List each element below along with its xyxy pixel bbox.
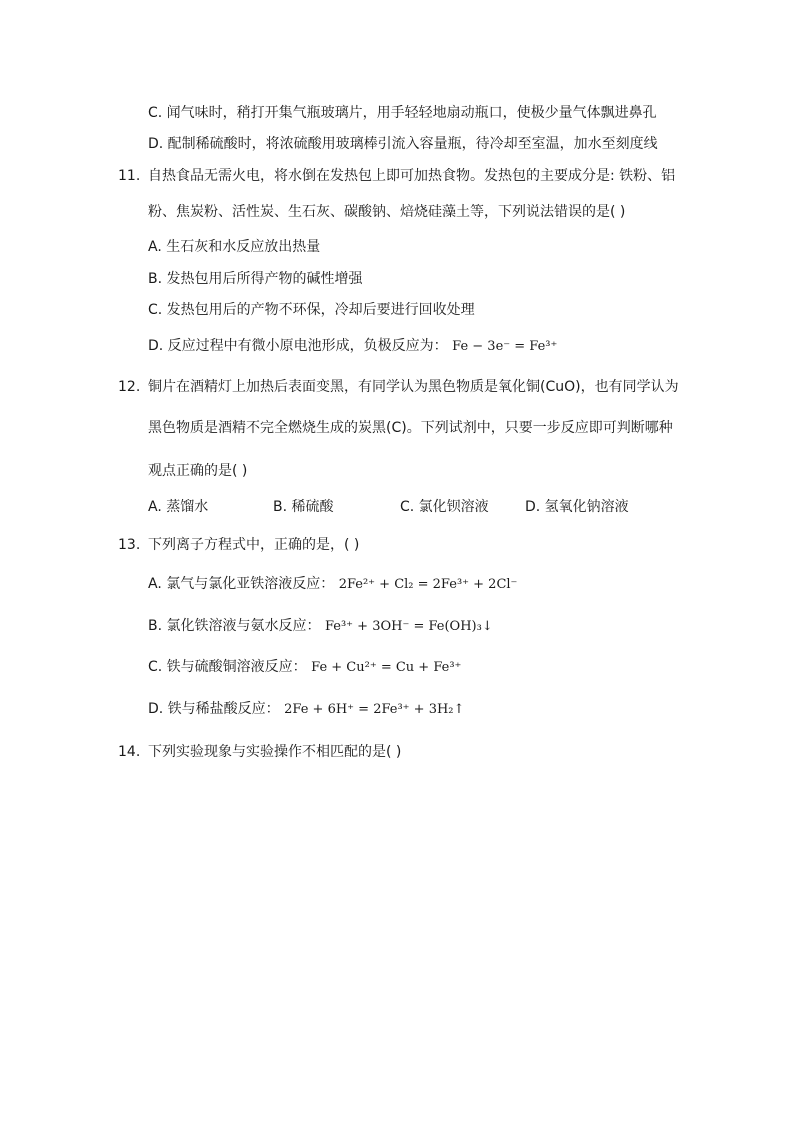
q11-stem-line1: 自热食品无需火电，将水倒在发热包上即可加热食物。发热包的主要成分是: 铁粉、铝 <box>148 168 676 184</box>
q13-number: 13. <box>118 537 141 553</box>
q13-option-a-text: A. 氯气与氯化亚铁溶液反应： <box>148 576 335 592</box>
q12-option-c: C. 氯化钡溶液 <box>400 499 489 515</box>
q13-option-d-equation: 2Fe + 6H⁺ = 2Fe³⁺ + 3H₂↑ <box>284 702 465 717</box>
q13-option-d <box>148 699 464 720</box>
q13-option-c-text: C. 铁与硫酸铜溶液反应： <box>148 659 307 675</box>
q12-stem-line1: 铜片在酒精灯上加热后表面变黑，有同学认为黑色物质是氧化铜(CuO)，也有同学认为 <box>148 379 679 395</box>
q11-option-d-equation: Fe − 3e⁻ = Fe³⁺ <box>452 339 558 354</box>
q14-stem: 下列实验现象与实验操作不相匹配的是( ) <box>148 744 402 760</box>
q13-stem: 下列离子方程式中，正确的是，( ) <box>148 537 360 553</box>
q11-stem-line2: 粉、焦炭粉、活性炭、生石灰、碳酸钠、焙烧硅藻土等，下列说法错误的是( ) <box>148 204 626 220</box>
q11-option-d-text: D. 反应过程中有微小原电池形成，负极反应为： <box>148 338 448 354</box>
q12-option-d: D. 氢氧化钠溶液 <box>525 499 629 515</box>
q10-option-d: D. 配制稀硫酸时，将浓硫酸用玻璃棒引流入容量瓶，待冷却至室温，加水至刻度线 <box>148 136 658 152</box>
q12-options <box>148 497 708 517</box>
q12-stem-line3: 观点正确的是( ) <box>148 463 248 479</box>
q11-number: 11. <box>118 168 141 184</box>
q12-option-a: A. 蒸馏水 <box>148 499 209 515</box>
q13-option-c <box>148 657 461 678</box>
q13-option-b-equation: Fe³⁺ + 3OH⁻ = Fe(OH)₃↓ <box>324 619 493 634</box>
q12-stem-line2: 黑色物质是酒精不完全燃烧生成的炭黑(C)。下列试剂中，只要一步反应即可判断哪种 <box>148 420 673 436</box>
q12-number: 12. <box>118 379 141 395</box>
q10-option-c: C. 闻气味时，稍打开集气瓶玻璃片，用手轻轻地扇动瓶口，使极少量气体飘进鼻孔 <box>148 105 657 121</box>
q11-option-c: C. 发热包用后的产物不环保，冷却后要进行回收处理 <box>148 302 475 318</box>
q11-option-d <box>148 336 557 357</box>
q13-option-c-equation: Fe + Cu²⁺ = Cu + Fe³⁺ <box>311 660 462 675</box>
q12-option-b: B. 稀硫酸 <box>273 499 334 515</box>
q11-option-b: B. 发热包用后所得产物的碱性增强 <box>148 271 363 287</box>
q13-option-b-text: B. 氯化铁溶液与氨水反应： <box>148 618 321 634</box>
q14-number: 14. <box>118 744 141 760</box>
q13-option-d-text: D. 铁与稀盐酸反应： <box>148 701 280 717</box>
q11-option-a: A. 生石灰和水反应放出热量 <box>148 239 321 255</box>
q13-option-b <box>148 616 493 637</box>
q13-option-a <box>148 574 517 595</box>
q13-option-a-equation: 2Fe²⁺ + Cl₂ = 2Fe³⁺ + 2Cl⁻ <box>338 577 518 592</box>
